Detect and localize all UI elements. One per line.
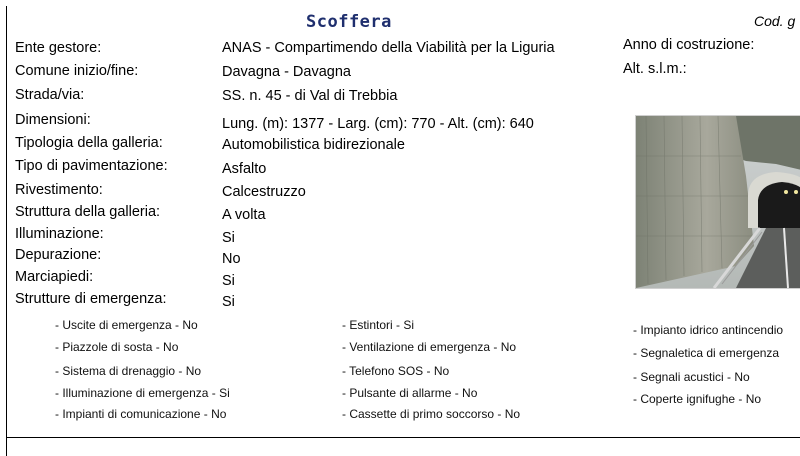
label-pavimentazione: Tipo di pavimentazione: (15, 158, 168, 174)
emergency-item: - Coperte ignifughe - No (633, 392, 762, 406)
emergency-item: - Pulsante di allarme - No (342, 386, 478, 400)
emergency-item: - Segnali acustici - No (633, 370, 750, 384)
label-comune: Comune inizio/fine: (15, 63, 139, 79)
value-strada: SS. n. 45 - di Val di Trebbia (222, 88, 398, 104)
value-depurazione: No (222, 251, 241, 267)
label-rivestimento: Rivestimento: (15, 182, 103, 198)
value-struttura: A volta (222, 207, 266, 223)
emergency-item: - Uscite di emergenza - No (55, 318, 198, 332)
label-illuminazione: Illuminazione: (15, 226, 104, 242)
emergency-item: - Telefono SOS - No (342, 364, 450, 378)
label-marciapiedi: Marciapiedi: (15, 269, 94, 285)
tunnel-photo (635, 115, 800, 289)
label-tipologia: Tipologia della galleria: (15, 135, 163, 151)
value-marciapiedi: Si (222, 273, 235, 289)
frame-left-border (6, 6, 7, 456)
value-comune: Davagna - Davagna (222, 64, 351, 80)
frame-bottom-border (6, 437, 800, 438)
emergency-item: - Illuminazione di emergenza - Si (55, 386, 230, 400)
emergency-item: - Estintori - Si (342, 318, 415, 332)
label-anno-costruzione: Anno di costruzione: (623, 37, 755, 53)
emergency-item: - Impianto idrico antincendio (633, 323, 784, 337)
emergency-item: - Ventilazione di emergenza - No (342, 340, 517, 354)
value-dimensioni: Lung. (m): 1377 - Larg. (cm): 770 - Alt. (cm): 640 (222, 116, 534, 132)
label-ente-gestore: Ente gestore: (15, 40, 102, 56)
label-strada: Strada/via: (15, 87, 85, 103)
emergency-item: - Impianti di comunicazione - No (55, 407, 227, 421)
emergency-item: - Segnaletica di emergenza (633, 346, 780, 360)
value-strutture-emergenza: Si (222, 294, 235, 310)
label-strutture-emergenza: Strutture di emergenza: (15, 291, 167, 307)
value-tipologia: Automobilistica bidirezionale (222, 137, 405, 153)
emergency-item: - Sistema di drenaggio - No (55, 364, 202, 378)
label-dimensioni: Dimensioni: (15, 112, 91, 128)
value-ente-gestore: ANAS - Compartimendo della Viabilità per la Liguria (222, 40, 555, 56)
value-pavimentazione: Asfalto (222, 161, 267, 177)
emergency-item: - Cassette di primo soccorso - No (342, 407, 521, 421)
value-illuminazione: Si (222, 230, 235, 246)
label-depurazione: Depurazione: (15, 247, 102, 263)
value-rivestimento: Calcestruzzo (222, 184, 306, 200)
page-title: Scoffera (306, 12, 392, 32)
emergency-item: - Piazzole di sosta - No (55, 340, 179, 354)
label-struttura: Struttura della galleria: (15, 204, 161, 220)
label-altitudine: Alt. s.l.m.: (623, 61, 687, 77)
code-label: Cod. g (754, 13, 796, 29)
